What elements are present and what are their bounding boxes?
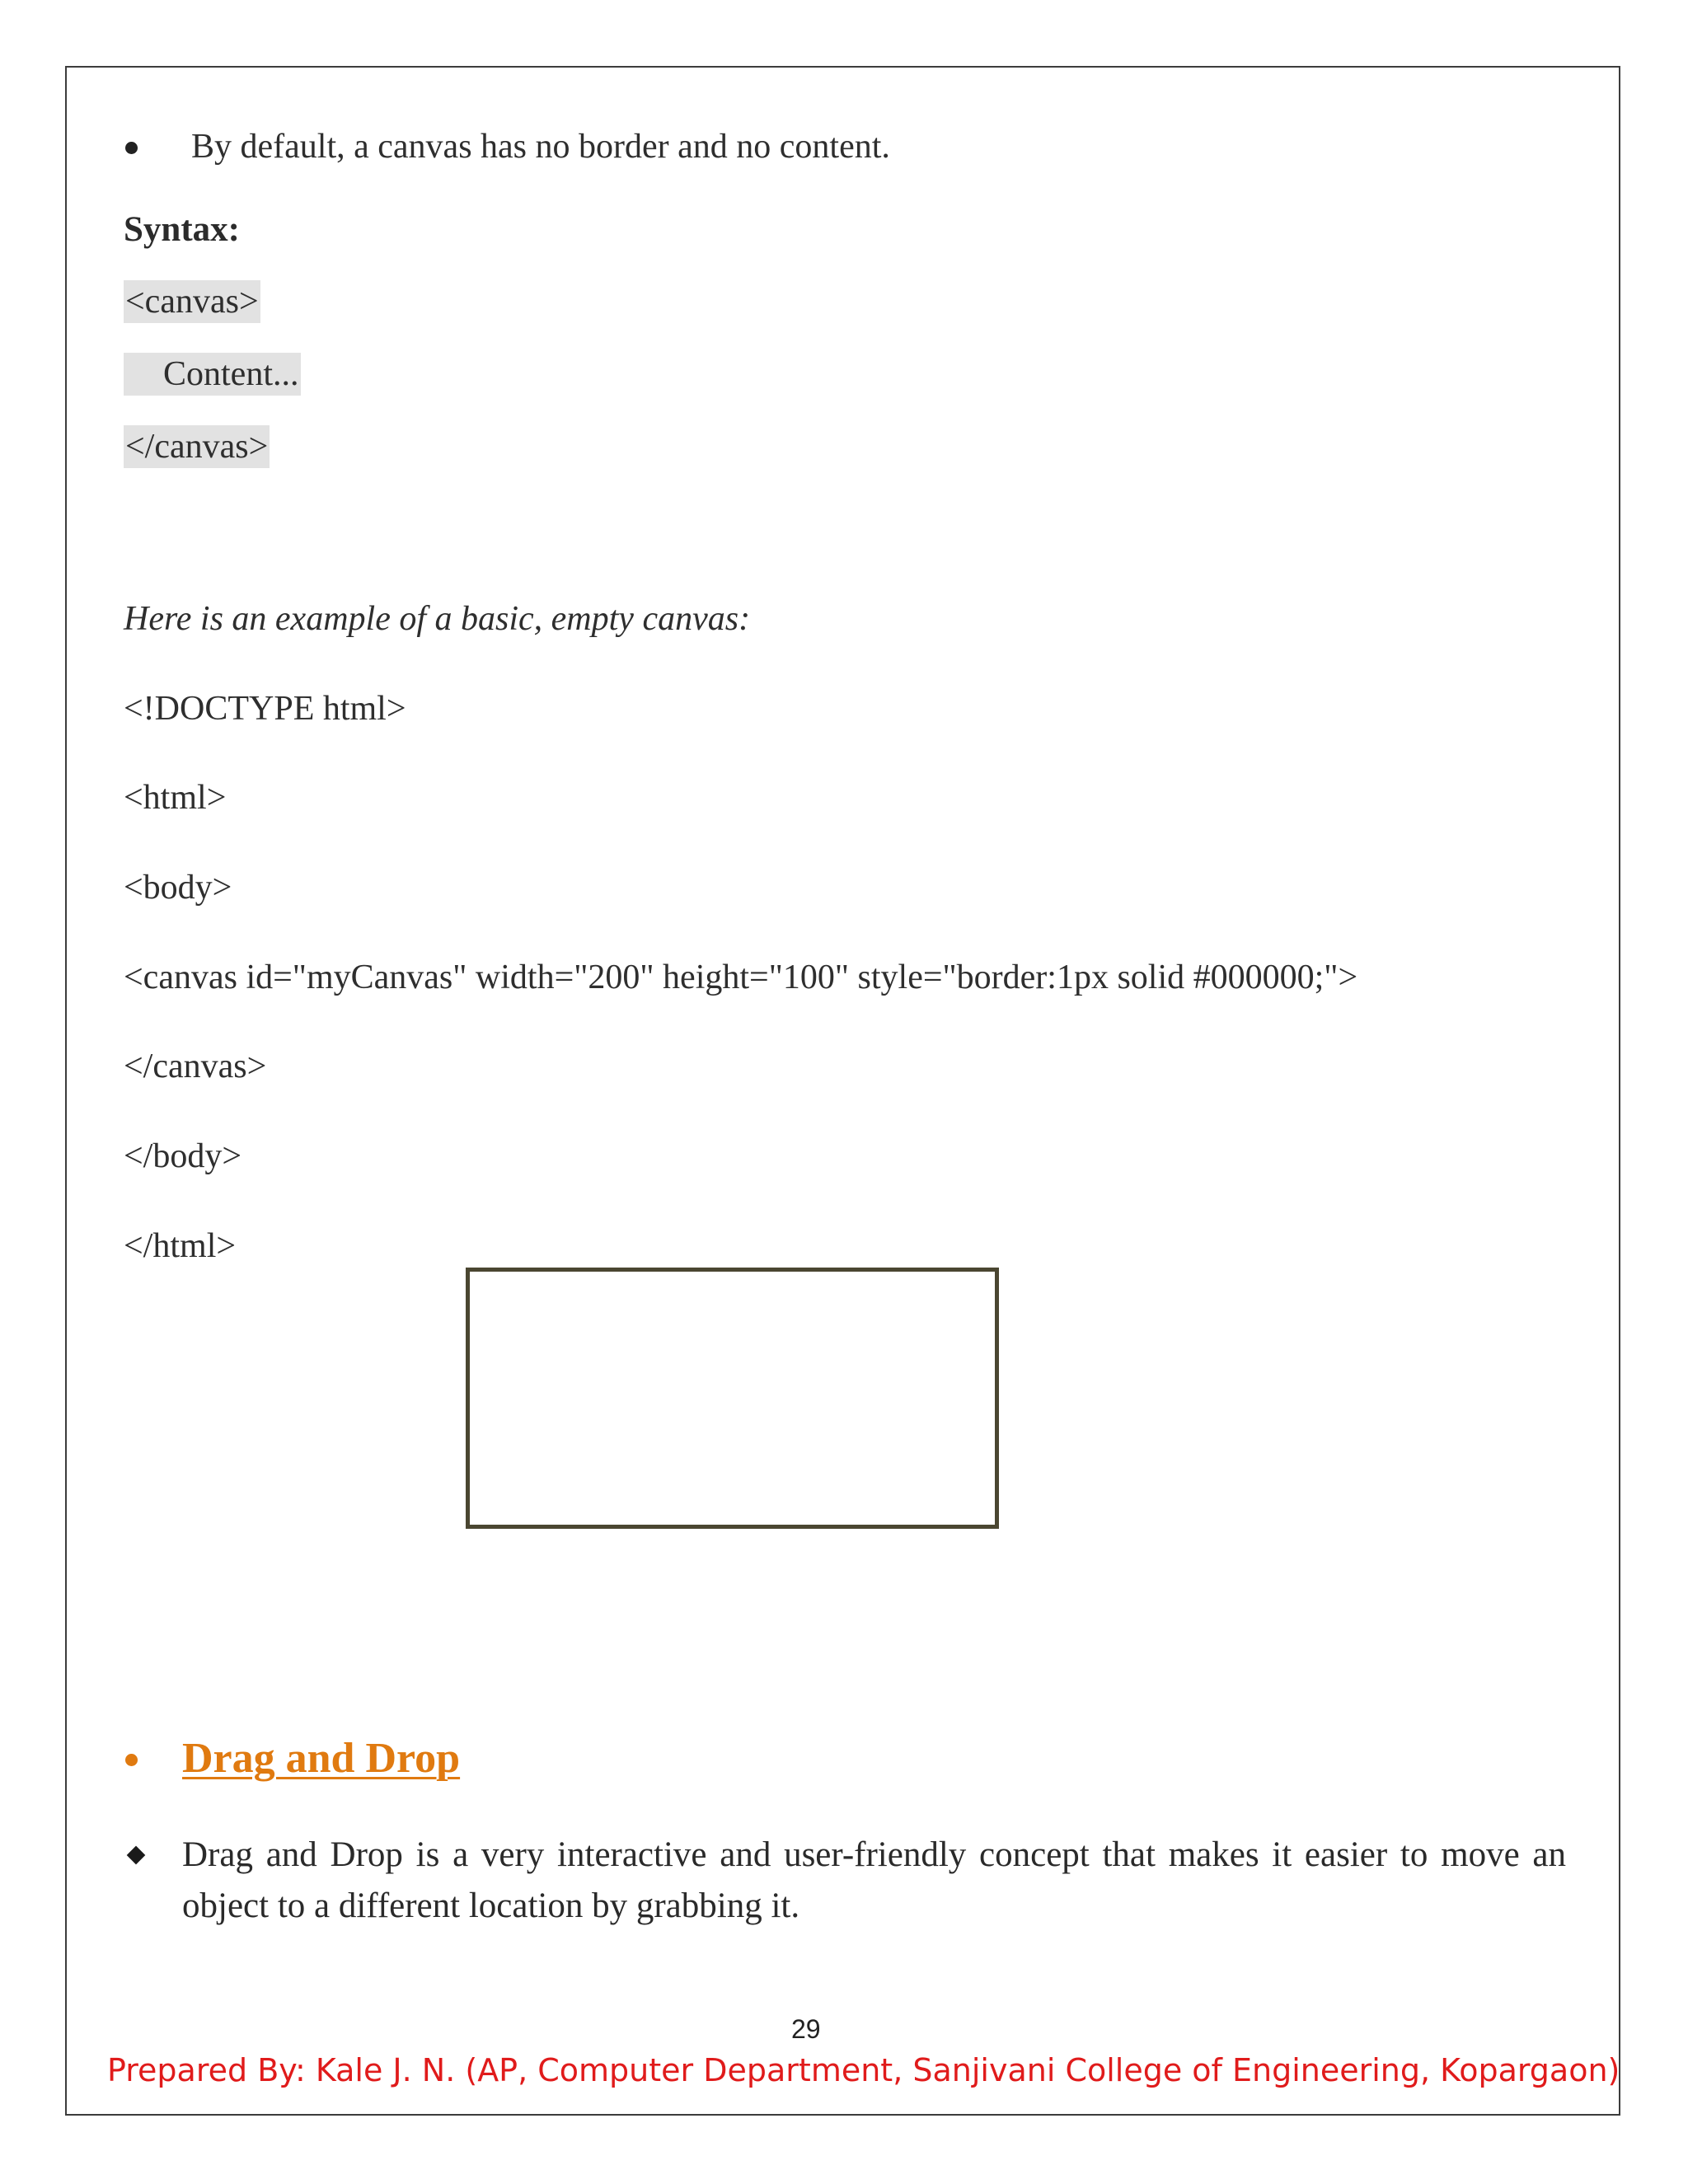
code-line-canvas: <canvas id="myCanvas" width="200" height="100" style="border:1px solid #000000;"> — [124, 958, 1358, 996]
code-line-doctype: <!DOCTYPE html> — [124, 690, 406, 728]
code-line-body-open: <body> — [124, 869, 232, 907]
canvas-preview — [466, 1268, 999, 1529]
intro-bullet-text: By default, a canvas has no border and no content. — [191, 128, 890, 166]
code-line-html-close: </html> — [124, 1227, 237, 1265]
syntax-open-tag: <canvas> — [124, 280, 260, 323]
syntax-close-tag: </canvas> — [124, 425, 270, 468]
bullet-dot — [125, 142, 138, 154]
code-line-canvas-close: </canvas> — [124, 1047, 267, 1085]
drag-drop-paragraph: Drag and Drop is a very interactive and user-friendly concept that makes it easier to move an object to a different location by grabbing it. — [182, 1835, 1566, 1925]
section-bullet-dot — [125, 1754, 138, 1766]
example-intro: Here is an example of a basic, empty canvas: — [124, 600, 751, 638]
page-number: 29 — [791, 2014, 821, 2044]
code-line-body-close: </body> — [124, 1137, 242, 1175]
syntax-line-open — [124, 280, 260, 323]
drag-drop-heading: Drag and Drop — [182, 1735, 461, 1782]
syntax-heading: Syntax: — [124, 210, 240, 249]
syntax-content: Content... — [124, 353, 301, 396]
code-line-html-open: <html> — [124, 779, 227, 817]
footer-credit: Prepared By: Kale J. N. (AP, Computer Department, Sanjivani College of Engineering, Kopargaon) — [107, 2052, 1620, 2088]
syntax-line-content — [124, 353, 301, 396]
syntax-line-close — [124, 425, 270, 468]
